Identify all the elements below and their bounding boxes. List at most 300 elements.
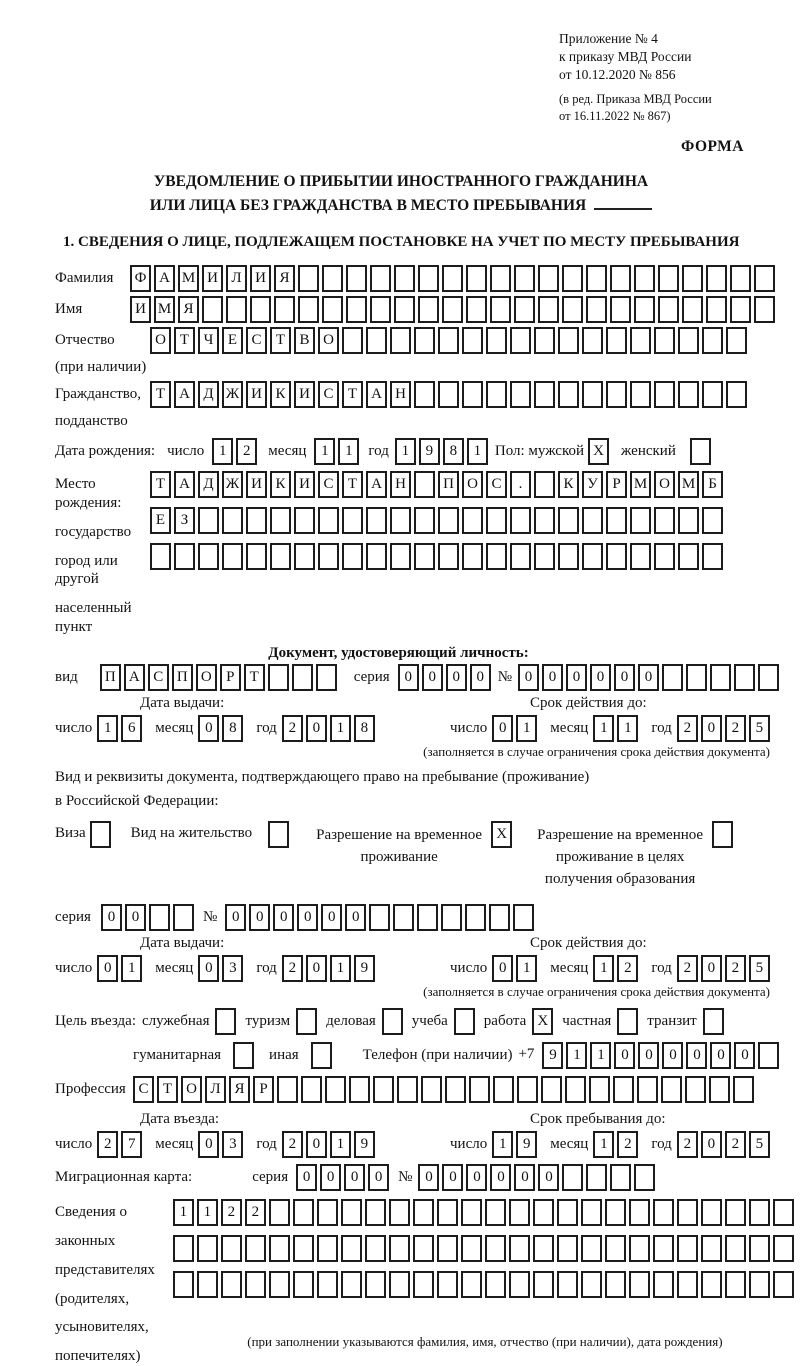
cell[interactable]: С (246, 327, 267, 354)
cell[interactable] (370, 296, 391, 323)
cell[interactable] (702, 507, 723, 534)
cell[interactable]: 2 (617, 1131, 638, 1158)
cell[interactable] (389, 1271, 410, 1298)
cell[interactable] (342, 327, 363, 354)
cell[interactable]: О (196, 664, 217, 691)
cell[interactable]: Б (702, 471, 723, 498)
phone-cells[interactable] (542, 1042, 782, 1069)
cell[interactable] (581, 1199, 602, 1226)
cell[interactable]: 0 (442, 1164, 463, 1191)
cell[interactable]: 1 (467, 438, 488, 465)
cell[interactable] (445, 1076, 466, 1103)
cell[interactable]: 0 (198, 715, 219, 742)
cell[interactable] (589, 1076, 610, 1103)
cell[interactable] (606, 507, 627, 534)
cell[interactable]: 7 (121, 1131, 142, 1158)
profession-cells[interactable] (133, 1076, 757, 1103)
purpose-private-checkbox[interactable] (617, 1008, 638, 1035)
cell[interactable] (678, 381, 699, 408)
representatives-cells-2[interactable] (173, 1235, 797, 1262)
cell[interactable] (514, 265, 535, 292)
cell[interactable]: 0 (198, 955, 219, 982)
cell[interactable]: С (318, 381, 339, 408)
cell[interactable] (677, 1199, 698, 1226)
cell[interactable] (773, 1199, 794, 1226)
cell[interactable] (270, 543, 291, 570)
cell[interactable] (437, 1271, 458, 1298)
cell[interactable] (702, 543, 723, 570)
cell[interactable] (510, 381, 531, 408)
cell[interactable]: У (582, 471, 603, 498)
cell[interactable] (298, 296, 319, 323)
cell[interactable]: 0 (273, 904, 294, 931)
cell[interactable] (245, 1271, 266, 1298)
cell[interactable] (582, 381, 603, 408)
cell[interactable]: И (246, 381, 267, 408)
cell[interactable] (268, 664, 289, 691)
cell[interactable]: Т (342, 471, 363, 498)
cell[interactable] (538, 265, 559, 292)
cell[interactable] (173, 904, 194, 931)
cell[interactable] (365, 1235, 386, 1262)
cell[interactable] (613, 1076, 634, 1103)
cell[interactable] (605, 1199, 626, 1226)
cell[interactable]: 3 (222, 955, 243, 982)
doc-issue-month-cells[interactable] (198, 715, 246, 742)
cell[interactable]: Ф (130, 265, 151, 292)
cell[interactable]: 8 (354, 715, 375, 742)
cell[interactable]: 0 (225, 904, 246, 931)
cell[interactable] (485, 1271, 506, 1298)
cell[interactable]: 1 (566, 1042, 587, 1069)
cell[interactable] (606, 543, 627, 570)
cell[interactable]: 1 (590, 1042, 611, 1069)
cell[interactable] (629, 1271, 650, 1298)
cell[interactable] (394, 296, 415, 323)
cell[interactable] (654, 543, 675, 570)
cell[interactable]: Р (220, 664, 241, 691)
cell[interactable]: 2 (617, 955, 638, 982)
cell[interactable]: 0 (614, 664, 635, 691)
cell[interactable] (582, 327, 603, 354)
cell[interactable]: 1 (338, 438, 359, 465)
cell[interactable]: 2 (221, 1199, 242, 1226)
cell[interactable]: Л (205, 1076, 226, 1103)
cell[interactable] (533, 1235, 554, 1262)
birth-place-cells-2[interactable] (150, 507, 726, 534)
cell[interactable] (413, 1199, 434, 1226)
cell[interactable] (366, 543, 387, 570)
cell[interactable] (414, 471, 435, 498)
cell[interactable] (493, 1076, 514, 1103)
cell[interactable]: Т (270, 327, 291, 354)
cell[interactable] (461, 1199, 482, 1226)
cell[interactable] (630, 381, 651, 408)
cell[interactable]: Н (390, 471, 411, 498)
cell[interactable] (418, 296, 439, 323)
cell[interactable] (393, 904, 414, 931)
surname-cells[interactable] (130, 265, 778, 292)
cell[interactable]: О (318, 327, 339, 354)
cell[interactable] (293, 1235, 314, 1262)
cell[interactable] (198, 543, 219, 570)
cell[interactable] (486, 507, 507, 534)
cell[interactable] (414, 507, 435, 534)
cell[interactable] (489, 904, 510, 931)
cell[interactable] (702, 381, 723, 408)
cell[interactable]: 0 (101, 904, 122, 931)
residence-permit-checkbox[interactable] (268, 821, 289, 848)
cell[interactable] (630, 507, 651, 534)
purpose-other-checkbox[interactable] (311, 1042, 332, 1069)
cell[interactable] (677, 1235, 698, 1262)
cell[interactable]: 1 (330, 715, 351, 742)
cell[interactable] (221, 1271, 242, 1298)
cell[interactable]: 0 (701, 715, 722, 742)
cell[interactable] (725, 1235, 746, 1262)
cell[interactable] (514, 296, 535, 323)
doc-number-cells[interactable] (518, 664, 782, 691)
cell[interactable]: 0 (296, 1164, 317, 1191)
cell[interactable] (389, 1199, 410, 1226)
cell[interactable]: Т (150, 381, 171, 408)
cell[interactable] (462, 507, 483, 534)
cell[interactable]: С (148, 664, 169, 691)
cell[interactable] (605, 1271, 626, 1298)
cell[interactable] (678, 327, 699, 354)
cell[interactable] (749, 1199, 770, 1226)
cell[interactable]: 0 (306, 955, 327, 982)
cell[interactable]: Д (198, 381, 219, 408)
cell[interactable]: 2 (282, 715, 303, 742)
cell[interactable] (730, 296, 751, 323)
cell[interactable]: Н (390, 381, 411, 408)
cell[interactable]: А (366, 381, 387, 408)
cell[interactable] (653, 1271, 674, 1298)
cell[interactable] (606, 381, 627, 408)
cell[interactable]: 2 (677, 1131, 698, 1158)
cell[interactable] (250, 296, 271, 323)
temp-residence-checkbox[interactable]: X (491, 821, 512, 848)
cell[interactable]: Р (253, 1076, 274, 1103)
permit-valid-month-cells[interactable] (593, 955, 641, 982)
cell[interactable]: Т (157, 1076, 178, 1103)
cell[interactable] (486, 381, 507, 408)
cell[interactable] (725, 1199, 746, 1226)
cell[interactable] (222, 543, 243, 570)
cell[interactable]: 0 (492, 955, 513, 982)
cell[interactable] (269, 1235, 290, 1262)
cell[interactable] (342, 543, 363, 570)
cell[interactable] (173, 1235, 194, 1262)
cell[interactable]: . (510, 471, 531, 498)
cell[interactable]: Т (342, 381, 363, 408)
cell[interactable] (557, 1271, 578, 1298)
cell[interactable]: 1 (593, 955, 614, 982)
cell[interactable] (418, 265, 439, 292)
cell[interactable]: 1 (516, 715, 537, 742)
cell[interactable] (682, 296, 703, 323)
cell[interactable] (269, 1199, 290, 1226)
cell[interactable]: И (294, 471, 315, 498)
representatives-cells-1[interactable] (173, 1199, 797, 1226)
cell[interactable] (346, 296, 367, 323)
cell[interactable]: 5 (749, 1131, 770, 1158)
cell[interactable] (389, 1235, 410, 1262)
cell[interactable] (318, 507, 339, 534)
cell[interactable] (562, 265, 583, 292)
cell[interactable]: 0 (734, 1042, 755, 1069)
cell[interactable] (557, 1199, 578, 1226)
cell[interactable] (414, 327, 435, 354)
cell[interactable] (701, 1235, 722, 1262)
cell[interactable] (294, 543, 315, 570)
cell[interactable] (541, 1076, 562, 1103)
citizenship-cells[interactable] (150, 381, 750, 408)
representatives-cells-3[interactable] (173, 1271, 797, 1298)
purpose-study-checkbox[interactable] (454, 1008, 475, 1035)
cell[interactable] (226, 296, 247, 323)
cell[interactable] (221, 1235, 242, 1262)
cell[interactable]: 1 (121, 955, 142, 982)
patronymic-cells[interactable] (150, 327, 750, 354)
cell[interactable]: 0 (345, 904, 366, 931)
cell[interactable] (533, 1271, 554, 1298)
cell[interactable]: 5 (749, 955, 770, 982)
cell[interactable] (485, 1235, 506, 1262)
cell[interactable] (534, 543, 555, 570)
entry-year-cells[interactable] (282, 1131, 378, 1158)
cell[interactable]: 9 (516, 1131, 537, 1158)
cell[interactable]: 2 (677, 955, 698, 982)
cell[interactable] (292, 664, 313, 691)
cell[interactable]: 0 (249, 904, 270, 931)
cell[interactable]: 2 (725, 1131, 746, 1158)
cell[interactable]: 9 (354, 955, 375, 982)
cell[interactable] (277, 1076, 298, 1103)
cell[interactable] (733, 1076, 754, 1103)
cell[interactable]: 0 (398, 664, 419, 691)
cell[interactable] (301, 1076, 322, 1103)
cell[interactable]: 0 (518, 664, 539, 691)
cell[interactable] (417, 904, 438, 931)
purpose-work-checkbox[interactable]: X (532, 1008, 553, 1035)
cell[interactable] (318, 543, 339, 570)
cell[interactable] (490, 265, 511, 292)
cell[interactable]: 0 (422, 664, 443, 691)
cell[interactable]: И (250, 265, 271, 292)
cell[interactable] (726, 327, 747, 354)
cell[interactable]: 1 (617, 715, 638, 742)
cell[interactable] (413, 1271, 434, 1298)
cell[interactable]: 2 (236, 438, 257, 465)
purpose-business-checkbox[interactable] (382, 1008, 403, 1035)
cell[interactable] (533, 1199, 554, 1226)
cell[interactable] (558, 507, 579, 534)
cell[interactable] (245, 1235, 266, 1262)
cell[interactable] (730, 265, 751, 292)
cell[interactable]: А (124, 664, 145, 691)
cell[interactable]: 1 (314, 438, 335, 465)
cell[interactable]: 0 (466, 1164, 487, 1191)
cell[interactable] (586, 296, 607, 323)
cell[interactable]: В (294, 327, 315, 354)
cell[interactable]: 0 (590, 664, 611, 691)
cell[interactable] (246, 507, 267, 534)
cell[interactable]: Л (226, 265, 247, 292)
cell[interactable]: А (174, 381, 195, 408)
birth-place-cells-1[interactable] (150, 471, 726, 498)
cell[interactable]: О (150, 327, 171, 354)
cell[interactable] (442, 296, 463, 323)
cell[interactable]: 0 (470, 664, 491, 691)
cell[interactable] (341, 1271, 362, 1298)
cell[interactable]: Д (198, 471, 219, 498)
cell[interactable] (725, 1271, 746, 1298)
doc-series-cells[interactable] (398, 664, 494, 691)
purpose-transit-checkbox[interactable] (703, 1008, 724, 1035)
purpose-official-checkbox[interactable] (215, 1008, 236, 1035)
cell[interactable] (582, 543, 603, 570)
cell[interactable] (365, 1199, 386, 1226)
cell[interactable] (653, 1235, 674, 1262)
cell[interactable] (706, 265, 727, 292)
cell[interactable] (630, 327, 651, 354)
cell[interactable] (510, 507, 531, 534)
cell[interactable]: 8 (222, 715, 243, 742)
cell[interactable] (465, 904, 486, 931)
cell[interactable] (437, 1235, 458, 1262)
given-name-cells[interactable] (130, 296, 778, 323)
cell[interactable]: 0 (297, 904, 318, 931)
cell[interactable]: 0 (701, 955, 722, 982)
cell[interactable] (202, 296, 223, 323)
cell[interactable] (517, 1076, 538, 1103)
cell[interactable]: 1 (173, 1199, 194, 1226)
cell[interactable] (346, 265, 367, 292)
cell[interactable] (581, 1271, 602, 1298)
cell[interactable] (734, 664, 755, 691)
cell[interactable] (586, 1164, 607, 1191)
cell[interactable]: Ж (222, 381, 243, 408)
permit-number-cells[interactable] (225, 904, 537, 931)
cell[interactable]: 0 (514, 1164, 535, 1191)
permit-series-cells[interactable] (101, 904, 197, 931)
stay-day-cells[interactable] (492, 1131, 540, 1158)
cell[interactable] (562, 1164, 583, 1191)
cell[interactable] (558, 327, 579, 354)
cell[interactable] (369, 904, 390, 931)
permit-valid-day-cells[interactable] (492, 955, 540, 982)
cell[interactable] (437, 1199, 458, 1226)
cell[interactable] (610, 1164, 631, 1191)
cell[interactable]: 0 (306, 1131, 327, 1158)
cell[interactable] (773, 1235, 794, 1262)
cell[interactable] (654, 381, 675, 408)
cell[interactable]: К (558, 471, 579, 498)
cell[interactable]: 2 (725, 715, 746, 742)
cell[interactable] (661, 1076, 682, 1103)
cell[interactable]: 6 (121, 715, 142, 742)
cell[interactable]: 0 (97, 955, 118, 982)
stay-year-cells[interactable] (677, 1131, 773, 1158)
cell[interactable]: П (172, 664, 193, 691)
permit-valid-year-cells[interactable] (677, 955, 773, 982)
cell[interactable] (706, 296, 727, 323)
cell[interactable] (726, 381, 747, 408)
cell[interactable] (534, 507, 555, 534)
cell[interactable] (534, 327, 555, 354)
cell[interactable]: 0 (701, 1131, 722, 1158)
doc-issue-day-cells[interactable] (97, 715, 145, 742)
cell[interactable] (637, 1076, 658, 1103)
cell[interactable]: М (154, 296, 175, 323)
cell[interactable] (758, 1042, 779, 1069)
cell[interactable]: 1 (330, 1131, 351, 1158)
cell[interactable] (390, 543, 411, 570)
cell[interactable]: 1 (492, 1131, 513, 1158)
cell[interactable]: 2 (245, 1199, 266, 1226)
cell[interactable] (317, 1199, 338, 1226)
visa-checkbox[interactable] (90, 821, 111, 848)
cell[interactable]: М (630, 471, 651, 498)
cell[interactable]: 9 (419, 438, 440, 465)
cell[interactable] (341, 1199, 362, 1226)
cell[interactable]: 2 (725, 955, 746, 982)
cell[interactable]: С (318, 471, 339, 498)
cell[interactable] (246, 543, 267, 570)
permit-issue-month-cells[interactable] (198, 955, 246, 982)
cell[interactable] (222, 507, 243, 534)
cell[interactable] (197, 1235, 218, 1262)
cell[interactable]: 1 (395, 438, 416, 465)
cell[interactable]: И (202, 265, 223, 292)
cell[interactable]: М (178, 265, 199, 292)
cell[interactable] (749, 1235, 770, 1262)
doc-valid-day-cells[interactable] (492, 715, 540, 742)
cell[interactable] (462, 543, 483, 570)
cell[interactable] (397, 1076, 418, 1103)
cell[interactable]: 3 (222, 1131, 243, 1158)
cell[interactable] (149, 904, 170, 931)
doc-valid-year-cells[interactable] (677, 715, 773, 742)
cell[interactable] (269, 1271, 290, 1298)
cell[interactable] (413, 1235, 434, 1262)
cell[interactable]: 0 (566, 664, 587, 691)
cell[interactable] (685, 1076, 706, 1103)
cell[interactable] (558, 381, 579, 408)
cell[interactable] (581, 1235, 602, 1262)
cell[interactable] (298, 265, 319, 292)
cell[interactable] (509, 1235, 530, 1262)
cell[interactable] (322, 296, 343, 323)
cell[interactable] (654, 507, 675, 534)
cell[interactable] (754, 265, 775, 292)
cell[interactable] (438, 381, 459, 408)
cell[interactable]: 1 (516, 955, 537, 982)
cell[interactable] (414, 543, 435, 570)
birth-place-cells-3[interactable] (150, 543, 726, 570)
cell[interactable]: 1 (593, 715, 614, 742)
cell[interactable]: 0 (198, 1131, 219, 1158)
cell[interactable]: 0 (638, 664, 659, 691)
cell[interactable]: А (174, 471, 195, 498)
cell[interactable] (198, 507, 219, 534)
cell[interactable]: О (181, 1076, 202, 1103)
cell[interactable] (469, 1076, 490, 1103)
cell[interactable] (490, 296, 511, 323)
cell[interactable] (710, 664, 731, 691)
